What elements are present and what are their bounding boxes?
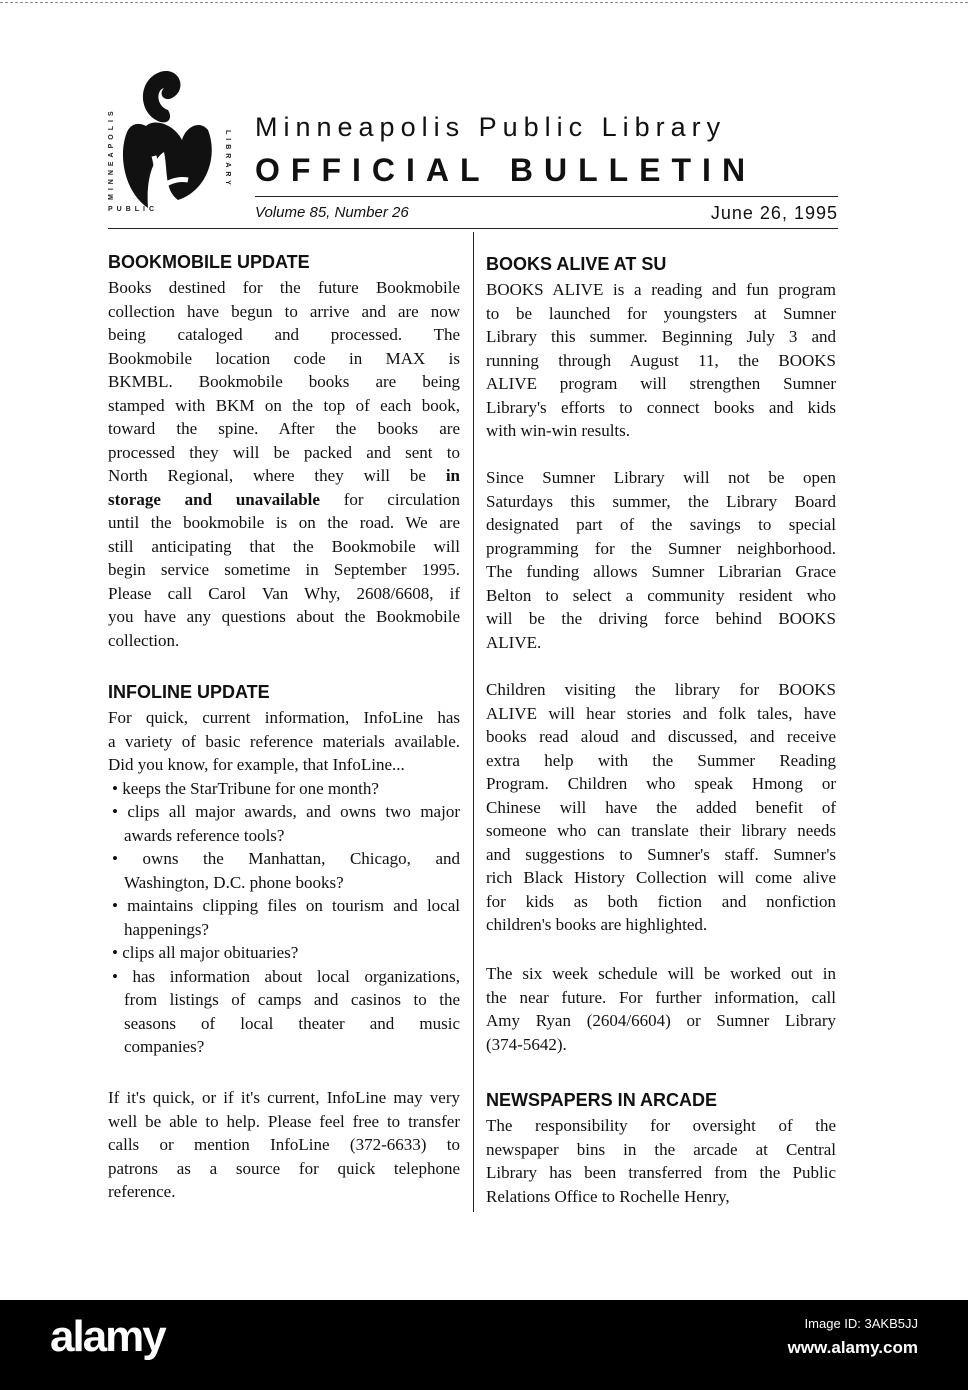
text-line: • keeps the StarTribune for one month? (112, 778, 379, 798)
text-line: still anticipating that the Bookmobile will (108, 536, 460, 556)
text-line: Library has been transferred from the Public (486, 1163, 836, 1182)
text-line: Chinese will have the added benefit of (486, 797, 836, 817)
text-line: Library's efforts to connect books and kids (486, 397, 836, 417)
text-line: awards reference tools? (124, 825, 285, 845)
text-line: Please call Carol Van Why, 2608/6608, if (108, 583, 460, 603)
section-heading: BOOKS ALIVE AT SU (486, 254, 667, 274)
text-line: stamped with BKM on the top of each book, (108, 395, 460, 415)
text-line: ALIVE program will strengthen Sumner (486, 374, 836, 393)
watermark-logo: alamy (50, 1312, 165, 1361)
text-line: collection. (108, 630, 180, 650)
text-line: collection have begun to arrive and are now (108, 301, 460, 321)
text-line: seasons of local theater and music (124, 1013, 460, 1033)
text-line: (374-5642). (486, 1034, 567, 1054)
page-edge (0, 2, 968, 3)
text-line: BOOKS ALIVE is a reading and fun program (486, 280, 836, 299)
text-line: • clips all major obituaries? (112, 943, 299, 962)
text-line: • has information about local organizations, (112, 966, 460, 986)
text-line: newspaper bins in the arcade at Central (486, 1139, 836, 1159)
text-line: for kids as both fiction and nonfiction (486, 891, 836, 911)
text-line: Belton to select a community resident who (486, 585, 836, 605)
text-line: Children visiting the library for BOOKS (486, 680, 836, 699)
library-name: Minneapolis Public Library (255, 112, 727, 142)
text-line: you have any questions about the Bookmobile (108, 607, 460, 626)
text-line: ALIVE will hear stories and folk tales, have (486, 703, 836, 723)
logo-mark-icon (108, 60, 238, 220)
text-line: • maintains clipping files on tourism and local (112, 896, 460, 915)
watermark-band (0, 1300, 968, 1390)
text-line: Bookmobile location code in MAX is (108, 348, 460, 368)
text-line: Books destined for the future Bookmobile (108, 278, 460, 297)
section-heading: NEWSPAPERS IN ARCADE (486, 1090, 718, 1110)
bold-text: storage and unavailable (108, 489, 320, 509)
logo-text-right: LIBRARY (224, 130, 231, 189)
text-line: The funding allows Sumner Librarian Grace (486, 562, 836, 581)
text-line: well be able to help. Please feel free to transfer (108, 1111, 460, 1131)
volume-number: Volume 85, Number 26 (255, 204, 409, 221)
header-bottom-rule (108, 228, 838, 229)
text-line: children's books are highlighted. (486, 915, 708, 934)
section-heading: BOOKMOBILE UPDATE (108, 252, 310, 272)
text-line: with win-win results. (486, 421, 631, 440)
article-section (108, 678, 460, 1059)
article-section (108, 248, 460, 652)
text-line: The six week schedule will be worked out in (486, 964, 836, 983)
article-section (486, 466, 836, 654)
article-section (486, 962, 836, 1056)
text-line: • clips all major awards, and owns two major (112, 802, 460, 821)
text-line: reference. (108, 1182, 176, 1201)
text-line: Washington, D.C. phone books? (124, 872, 344, 892)
text-line: being cataloged and processed. The (108, 325, 460, 344)
text-line: If it's quick, or if it's current, InfoLine may very (108, 1088, 460, 1107)
text-line: Program. Children who speak Hmong or (486, 774, 836, 793)
text-line: happenings? (124, 919, 209, 939)
watermark-image-id: Image ID: 3AKB5JJ (804, 1316, 918, 1331)
text-line: the near future. For further information, call (486, 987, 836, 1007)
text-line: to be launched for youngsters at Sumner (486, 303, 836, 323)
text-line: ALIVE. (486, 632, 542, 652)
text-line: someone who can translate their library needs (486, 821, 836, 840)
text-line: until the bookmobile is on the road. We are (108, 513, 460, 532)
text-line: calls or mention InfoLine (372-6633) to (108, 1135, 460, 1154)
text-line: Since Sumner Library will not be open (486, 468, 836, 487)
issue-date: June 26, 1995 (710, 203, 838, 223)
text-line: extra help with the Summer Reading (486, 750, 836, 770)
text-line: For quick, current information, InfoLine has (108, 708, 460, 727)
text-line: storage and unavailable for circulation (108, 489, 460, 509)
text-line: and suggestions to Sumner's staff. Sumner's (486, 844, 836, 864)
bold-text: in (445, 466, 460, 485)
text-line: begin service sometime in September 1995. (108, 560, 460, 579)
section-heading: INFOLINE UPDATE (108, 682, 270, 702)
logo-text-bottom: PUBLIC (108, 206, 159, 213)
text-line: • owns the Manhattan, Chicago, and (112, 849, 460, 868)
text-line: Did you know, for example, that InfoLine... (108, 755, 405, 774)
text-line: North Regional, where they will be in (108, 466, 460, 485)
text-line: Relations Office to Rochelle Henry, (486, 1186, 730, 1206)
text-line: designated part of the savings to special (486, 515, 836, 534)
article-section (108, 1086, 460, 1204)
text-line: Saturdays this summer, the Library Board (486, 491, 836, 511)
text-line: running through August 11, the BOOKS (486, 350, 836, 370)
article-section (486, 678, 836, 937)
header-rule (255, 196, 838, 197)
logo-text-left: MINNEAPOLIS (108, 107, 115, 200)
library-logo (108, 60, 238, 220)
text-line: Library this summer. Beginning July 3 and (486, 327, 836, 346)
text-line: a variety of basic reference materials available. (108, 731, 460, 751)
text-line: companies? (124, 1037, 205, 1056)
article-section (486, 1086, 836, 1208)
watermark-url: www.alamy.com (787, 1338, 918, 1357)
text-line: Amy Ryan (2604/6604) or Sumner Library (486, 1011, 836, 1030)
column-divider (473, 232, 474, 1212)
article-section (486, 250, 836, 443)
text-line: from listings of camps and casinos to the (124, 990, 460, 1009)
text-line: patrons as a source for quick telephone (108, 1158, 460, 1178)
text-line: toward the spine. After the books are (108, 419, 460, 438)
text-line: books read aloud and discussed, and receive (486, 727, 836, 746)
text-line: BKMBL. Bookmobile books are being (108, 372, 460, 391)
text-line: programming for the Sumner neighborhood. (486, 538, 836, 558)
text-line: will be the driving force behind BOOKS (486, 609, 836, 628)
text-line: rich Black History Collection will come alive (486, 868, 836, 887)
bulletin-title: OFFICIAL BULLETIN (255, 152, 757, 188)
text-line: processed they will be packed and sent to (108, 442, 460, 462)
text-line: The responsibility for oversight of the (486, 1116, 836, 1135)
